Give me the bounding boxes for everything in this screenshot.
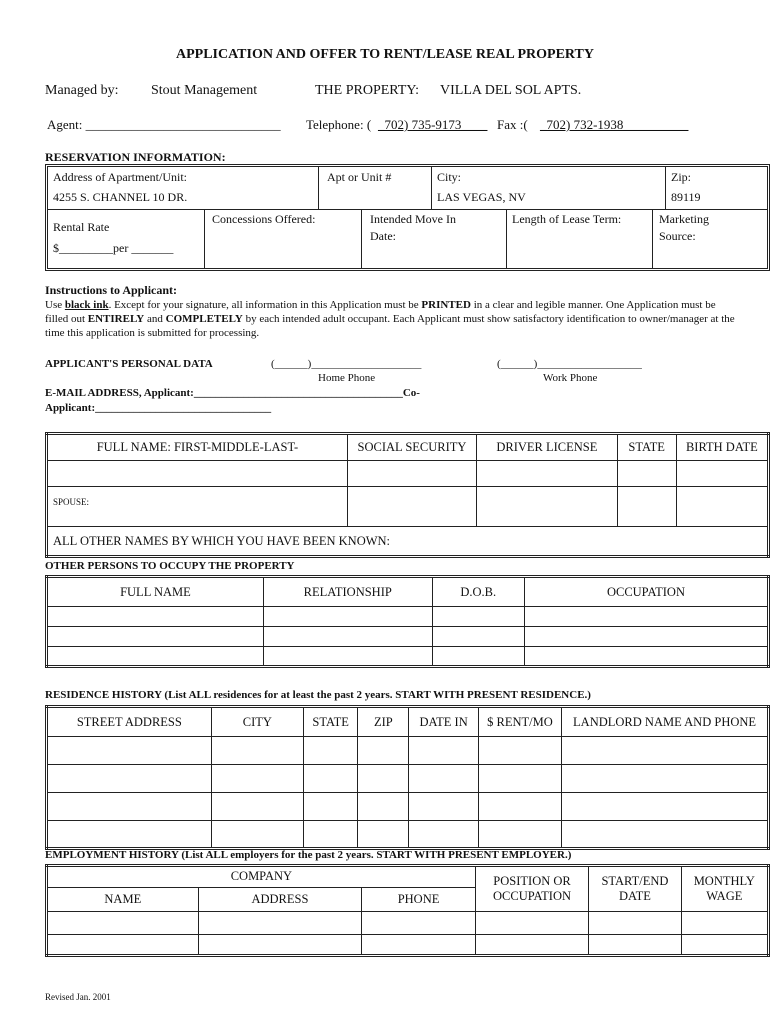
managed-by-label: Managed by: <box>45 83 119 98</box>
city-value: LAS VEGAS, NV <box>437 190 526 204</box>
applicant-names-table <box>45 432 770 558</box>
property-value: VILLA DEL SOL APTS. <box>440 83 582 98</box>
occupants-table <box>45 575 770 668</box>
col-header-zip: ZIP <box>358 707 409 737</box>
move-in-date-label: Date: <box>370 229 396 243</box>
concessions-label: Concessions Offered: <box>212 212 316 226</box>
home-phone-label: Home Phone <box>318 372 376 384</box>
col-header-ssn: SOCIAL SECURITY <box>347 434 476 461</box>
company-header: COMPANY <box>47 866 476 888</box>
employment-heading: EMPLOYMENT HISTORY (List ALL employers for the past 2 years. START WITH PRESENT EMPLOYER.) <box>45 849 572 861</box>
col-header-street-address: STREET ADDRESS <box>47 707 212 737</box>
table-row <box>47 793 769 821</box>
property-label: THE PROPERTY: <box>315 83 420 98</box>
marketing-label: Marketing <box>659 212 709 226</box>
col-header-city: CITY <box>211 707 303 737</box>
rental-rate-field[interactable]: $_________per _______ <box>53 241 174 255</box>
col-header-landlord: LANDLORD NAME AND PHONE <box>562 707 769 737</box>
reservation-heading: RESERVATION INFORMATION: <box>45 150 226 164</box>
col-header-start-end: START/END DATE <box>589 866 681 912</box>
address-value: 4255 S. CHANNEL 10 DR. <box>53 190 188 204</box>
marketing-source-label: Source: <box>659 229 696 243</box>
work-phone-label: Work Phone <box>543 372 598 384</box>
col-header-state: STATE <box>617 434 676 461</box>
cell-input[interactable] <box>47 461 348 487</box>
occupants-heading: OTHER PERSONS TO OCCUPY THE PROPERTY <box>45 560 295 572</box>
table-row <box>47 737 769 765</box>
zip-label: Zip: <box>671 170 691 184</box>
move-in-label: Intended Move In <box>370 212 456 226</box>
telephone-value: _702) 735-9173____ <box>378 117 488 132</box>
col-header-dob: D.O.B. <box>432 577 524 607</box>
address-label: Address of Apartment/Unit: <box>53 170 187 184</box>
table-row <box>47 647 769 667</box>
table-row <box>47 607 769 627</box>
city-label: City: <box>437 170 462 184</box>
col-header-full-name: FULL NAME <box>47 577 264 607</box>
col-header-date-in: DATE IN <box>409 707 478 737</box>
lease-term-label: Length of Lease Term: <box>512 212 622 226</box>
residence-heading: RESIDENCE HISTORY (List ALL residences for at least the past 2 years. START WITH PRESENT RESIDENCE.) <box>45 689 591 701</box>
table-row <box>47 627 769 647</box>
col-header-name: NAME <box>47 888 199 912</box>
residence-table <box>45 705 770 850</box>
col-header-full-name: FULL NAME: FIRST-MIDDLE-LAST- <box>47 434 348 461</box>
telephone-label: Telephone: ( <box>306 117 372 132</box>
email-field[interactable]: E-MAIL ADDRESS, Applicant:______________________________________Co- <box>45 387 420 399</box>
col-header-address: ADDRESS <box>198 888 362 912</box>
home-phone-field[interactable]: (______)____________________ <box>271 358 422 370</box>
agent-field[interactable]: Agent: ______________________________ <box>47 117 281 132</box>
col-header-monthly-wage: MONTHLY WAGE <box>681 866 768 912</box>
apt-label: Apt or Unit # <box>327 170 392 184</box>
col-header-position: POSITION OR OCCUPATION <box>475 866 588 912</box>
spouse-label[interactable]: SPOUSE: <box>47 487 348 527</box>
other-names-field[interactable]: ALL OTHER NAMES BY WHICH YOU HAVE BEEN KNOWN: <box>47 527 769 557</box>
fax-label: Fax :( <box>497 117 528 132</box>
co-applicant-email-field[interactable]: Applicant:________________________________ <box>45 402 272 414</box>
table-row <box>47 935 769 956</box>
table-row <box>47 765 769 793</box>
col-header-rent: $ RENT/MO <box>478 707 561 737</box>
col-header-phone: PHONE <box>362 888 475 912</box>
col-header-birth-date: BIRTH DATE <box>676 434 768 461</box>
col-header-driver-license: DRIVER LICENSE <box>477 434 617 461</box>
employment-table <box>45 864 770 957</box>
col-header-state: STATE <box>304 707 358 737</box>
revision-note: Revised Jan. 2001 <box>45 992 111 1002</box>
personal-data-heading: APPLICANT'S PERSONAL DATA <box>45 358 213 370</box>
form-title: APPLICATION AND OFFER TO RENT/LEASE REAL PROPERTY <box>175 47 595 62</box>
instructions-heading: Instructions to Applicant: <box>45 283 178 297</box>
table-row <box>47 821 769 849</box>
work-phone-field[interactable]: (______)___________________ <box>497 358 642 370</box>
col-header-relationship: RELATIONSHIP <box>263 577 432 607</box>
instructions-paragraph: Use black ink. Except for your signature, all information in this Application must be PRINTED in a clear and legible manner. One Application must be filled out ENTIRELY and COMPLETELY by each intended adult occupant. Each Applicant must show satisfactory identification to owner/manager at the time this application is submitted for processing. <box>45 299 735 339</box>
rental-rate-label: Rental Rate <box>53 220 110 234</box>
fax-value: _702) 732-1938__________ <box>540 117 689 132</box>
table-row <box>47 912 769 935</box>
col-header-occupation: OCCUPATION <box>524 577 768 607</box>
managed-by-value: Stout Management <box>151 83 258 98</box>
zip-value: 89119 <box>671 190 701 204</box>
